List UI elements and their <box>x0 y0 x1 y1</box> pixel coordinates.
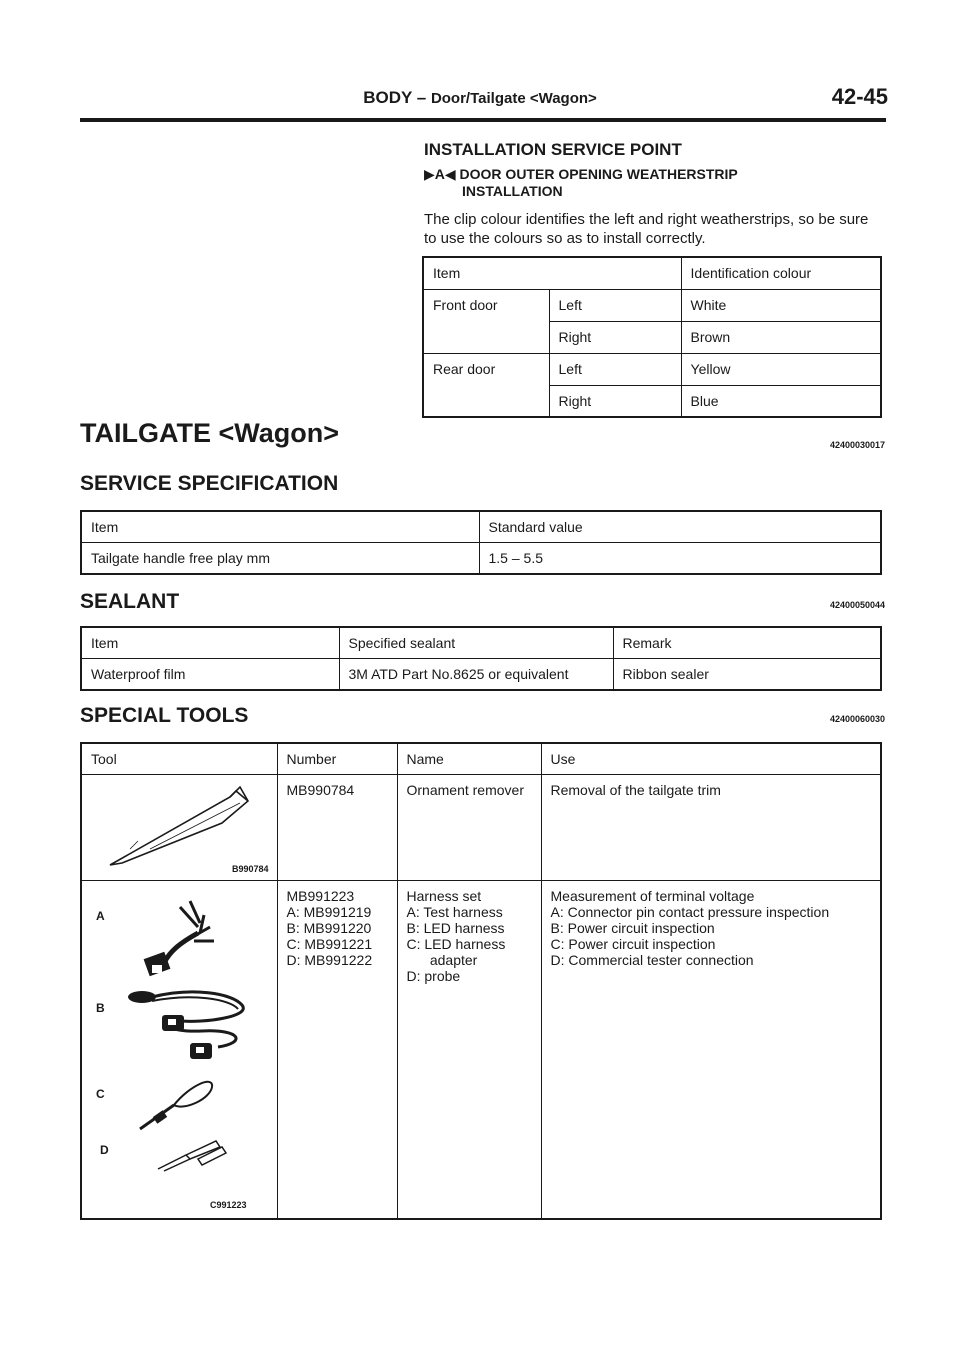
tools-header-name: Name <box>397 743 541 775</box>
table-row: Brown <box>681 321 881 353</box>
step-marker: ▶A◀ <box>424 166 456 182</box>
header-dash: – <box>416 88 427 107</box>
list-item: B: Power circuit inspection <box>550 920 715 936</box>
list-item: Harness set <box>406 888 482 904</box>
table-row: Left <box>549 353 681 385</box>
table-row: Right <box>549 321 681 353</box>
special-tools-title: SPECIAL TOOLS <box>80 704 249 727</box>
test-harness-icon <box>140 893 220 983</box>
special-tools-code: 42400060030 <box>829 714 885 724</box>
list-item: B: MB991220 <box>286 920 372 936</box>
tools-header-tool: Tool <box>81 743 277 775</box>
list-item: A: Test harness <box>406 904 503 920</box>
list-item: D: MB991222 <box>286 952 373 968</box>
installation-step <box>424 166 738 200</box>
list-item: C: LED harness <box>406 936 506 952</box>
tool1-number: MB990784 <box>277 775 397 881</box>
weatherstrip-colour-table <box>422 256 882 418</box>
installation-title: INSTALLATION SERVICE POINT <box>424 140 682 159</box>
front-door-cell: Front door <box>423 289 549 353</box>
probe-icon <box>156 1135 236 1175</box>
sealant-header-remark: Remark <box>613 627 881 659</box>
tool1-illustration-cell <box>81 775 277 881</box>
tailgate-title: TAILGATE <Wagon> <box>80 418 339 448</box>
tool1-use: Removal of the tailgate trim <box>541 775 881 881</box>
service-spec-title: SERVICE SPECIFICATION <box>80 472 339 495</box>
tools-header-use: Use <box>541 743 881 775</box>
header-rule <box>80 118 886 122</box>
step-line-1: DOOR OUTER OPENING WEATHERSTRIP <box>459 166 738 182</box>
table-row: Right <box>549 385 681 417</box>
step-line-2: INSTALLATION <box>462 183 563 199</box>
sealant-item: Waterproof film <box>81 659 339 691</box>
list-item: C: MB991221 <box>286 936 373 952</box>
sealant-remark: Ribbon sealer <box>613 659 881 691</box>
sealant-code: 42400050044 <box>829 600 885 610</box>
spec-header-value: Standard value <box>479 511 881 543</box>
tool2-letter-d: D <box>100 1143 109 1157</box>
tool2-letter-b: B <box>96 1001 105 1015</box>
list-item: D: probe <box>406 968 461 984</box>
sealant-header-item: Item <box>81 627 339 659</box>
sealant-title: SEALANT <box>80 590 180 613</box>
spec-item: Tailgate handle free play mm <box>81 543 479 575</box>
led-harness-icon <box>122 987 262 1077</box>
tool1-name: Ornament remover <box>397 775 541 881</box>
tool2-illustration-cell <box>81 881 277 1219</box>
table-row: Blue <box>681 385 881 417</box>
header-title <box>0 88 960 108</box>
table-header-item: Item <box>423 257 681 289</box>
list-item: MB991223 <box>286 888 355 904</box>
tailgate-code: 42400030017 <box>829 440 885 450</box>
rear-door-cell: Rear door <box>423 353 549 417</box>
header-subtitle: Door/Tailgate <Wagon> <box>430 90 597 107</box>
list-item: Measurement of terminal voltage <box>550 888 755 904</box>
tool2-numbers <box>277 881 397 1219</box>
tool2-letter-a: A <box>96 909 105 923</box>
spec-header-item: Item <box>81 511 479 543</box>
tool2-caption: C991223 <box>209 1199 247 1210</box>
sealant-header-sealant: Specified sealant <box>339 627 613 659</box>
table-header-colour: Identification colour <box>681 257 881 289</box>
led-harness-adapter-icon <box>134 1075 234 1135</box>
list-item: A: MB991219 <box>286 904 372 920</box>
table-row: Left <box>549 289 681 321</box>
table-row: White <box>681 289 881 321</box>
header-section: BODY <box>363 88 412 107</box>
tool2-uses <box>541 881 881 1219</box>
tools-header-number: Number <box>277 743 397 775</box>
spec-value: 1.5 – 5.5 <box>479 543 881 575</box>
sealant-value: 3M ATD Part No.8625 or equivalent <box>339 659 613 691</box>
installation-description: The clip colour identifies the left and right weatherstrips, so be sure to use the colours so as to install correctly. <box>424 211 869 247</box>
special-tools-table <box>80 742 882 1220</box>
tool1-caption: B990784 <box>231 864 269 874</box>
page-number: 42-45 <box>831 84 888 109</box>
list-item: C: Power circuit inspection <box>550 936 716 952</box>
tool2-names <box>397 881 541 1219</box>
tool2-letter-c: C <box>96 1087 105 1101</box>
service-spec-table <box>80 510 882 575</box>
list-item: B: LED harness <box>406 920 505 936</box>
list-item: adapter <box>406 952 478 968</box>
sealant-table <box>80 626 882 691</box>
list-item: A: Connector pin contact pressure inspection <box>550 904 830 920</box>
table-row: Yellow <box>681 353 881 385</box>
ornament-remover-icon <box>90 779 270 875</box>
list-item: D: Commercial tester connection <box>550 952 754 968</box>
